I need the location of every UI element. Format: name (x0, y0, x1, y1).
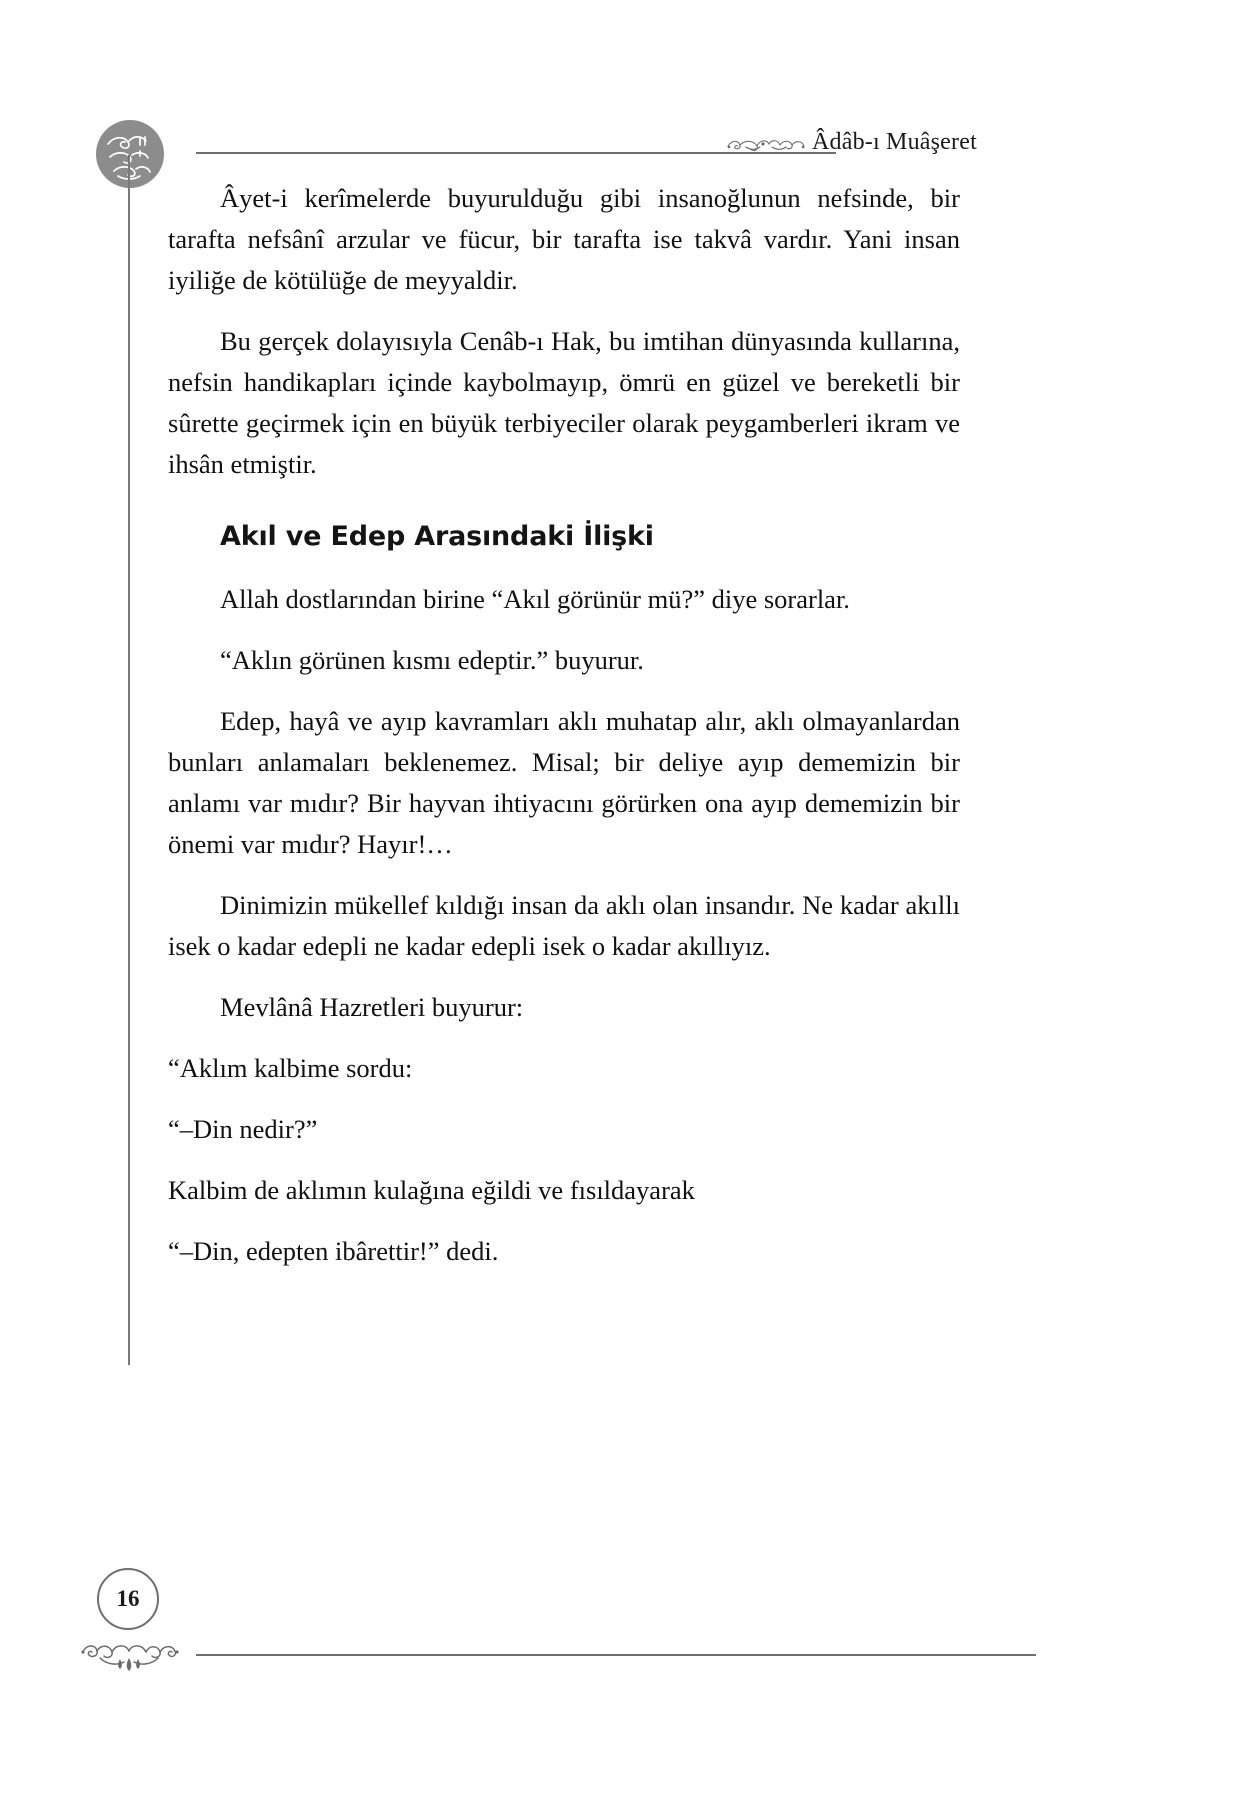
paragraph: Dinimizin mükellef kıldığı insan da aklı olan insandır. Ne kadar akıllı isek o kadar edepli ne kadar edepli isek o kadar akıllıyız. (168, 890, 960, 961)
page-body (168, 178, 960, 1292)
quote-line: “–Din nedir?” (168, 1114, 318, 1144)
footer-horizontal-rule (196, 1654, 1036, 1656)
salawat-calligraphy-medallion-icon (96, 120, 164, 188)
paragraph: Mevlânâ Hazretleri buyurur: (220, 992, 524, 1022)
footer-ornament-icon (78, 1636, 182, 1678)
quote-line: Kalbim de aklımın kulağına eğildi ve fısıldayarak (168, 1175, 695, 1205)
quote-line: “–Din, edepten ibârettir!” dedi. (168, 1236, 499, 1266)
page-number-badge: 16 (97, 1568, 159, 1630)
page-header (0, 0, 1260, 190)
paragraph: Bu gerçek dolayısıyla Cenâb-ı Hak, bu imtihan dünyasında kullarına, nefsin handikapları içinde kaybolmayıp, ömrü en güzel ve bereketli bir sûrette geçirmek için en büyük terbiyeciler olarak peygamberleri ikram ve ihsân etmiştir. (168, 326, 960, 479)
paragraph: Âyet-i kerîmelerde buyurulduğu gibi insanoğlunun nefsinde, bir tarafta nefsânî arzular ve fücur, bir tarafta ise takvâ vardır. Yani insan iyiliğe de kötülüğe de meyyaldir. (168, 183, 960, 295)
paragraph: Edep, hayâ ve ayıp kavramları aklı muhatap alır, aklı olmayanlardan bunları anlamaları beklenemez. Misal; bir deliye ayıp dememizin bir anlamı var mıdır? Bir hayvan ihtiyacını görürken ona ayıp dememizin bir önemi var mıdır? Hayır!… (168, 706, 960, 859)
header-ornament-icon (726, 134, 806, 156)
left-margin-rule (128, 155, 130, 1365)
page-footer (0, 1530, 1260, 1690)
running-header-title: Âdâb-ı Muâşeret (812, 129, 977, 155)
quote-line: “Aklım kalbime sordu: (168, 1053, 413, 1083)
paragraph: Allah dostlarından birine “Akıl görünür mü?” diye sorarlar. (220, 584, 850, 614)
section-heading: Akıl ve Edep Arasındaki İlişki (220, 521, 654, 552)
paragraph: “Aklın görünen kısmı edeptir.” buyurur. (220, 645, 644, 675)
